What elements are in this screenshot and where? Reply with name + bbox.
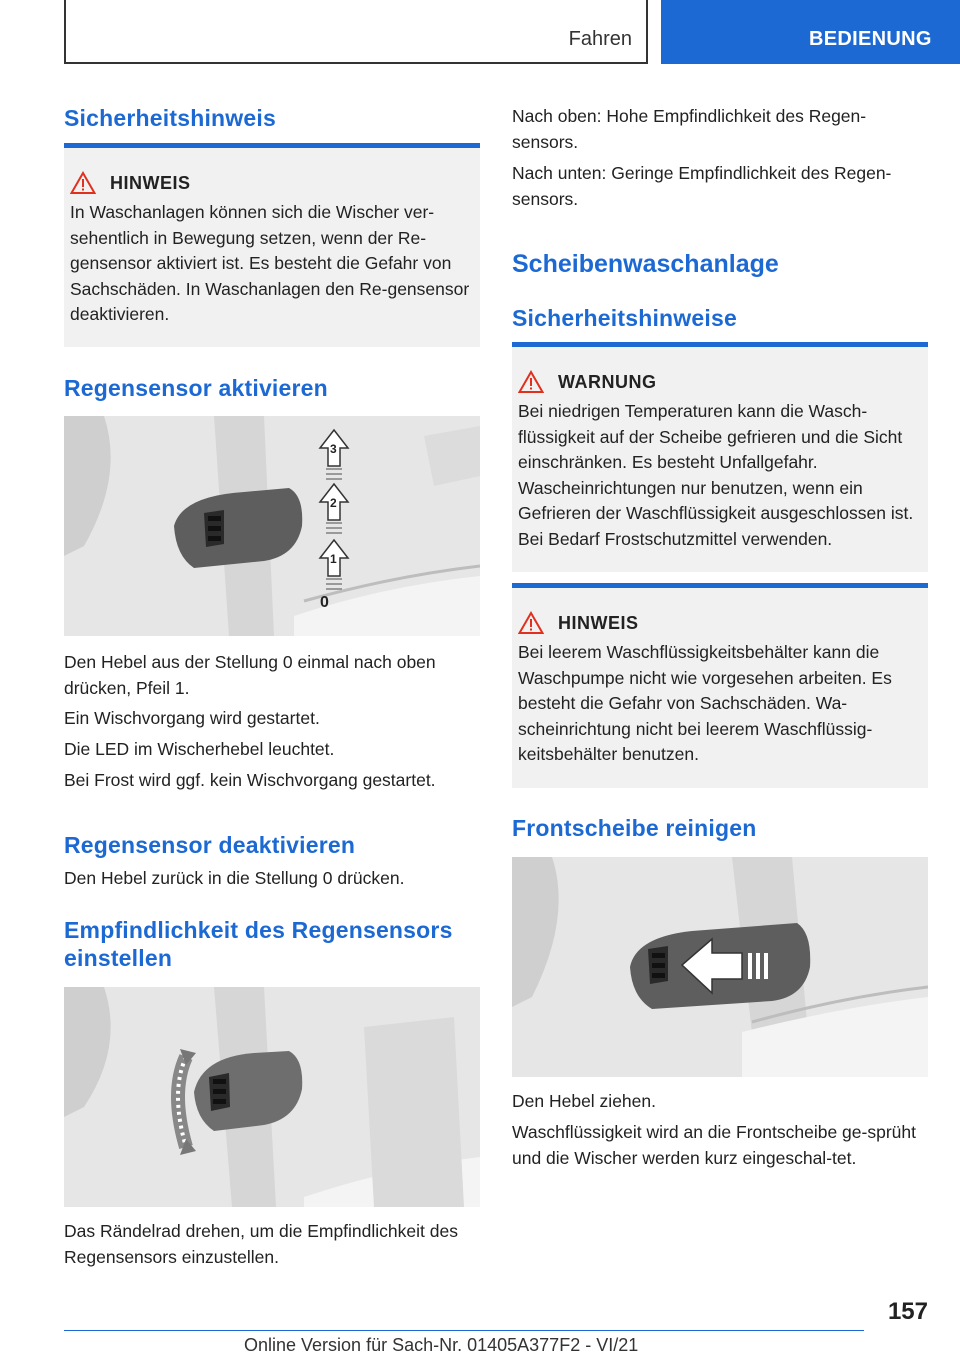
sensitivity-heading: Empfindlichkeit des Regensensors einstellen: [64, 917, 453, 971]
arrow-label-1: 1: [330, 552, 337, 566]
safety-headings-plural: Sicherheitshinweise: [512, 305, 737, 331]
sensitivity-paragraph: Das Rändelrad drehen, um die Empfindlichkeit des Regensensors einzustellen.: [64, 1221, 458, 1267]
header-section-tab: BEDIENUNG: [661, 0, 960, 64]
arrow-label-3: 3: [330, 442, 337, 456]
washer-heading: Scheibenwaschanlage: [512, 250, 779, 278]
figure-windshield-wash: [512, 857, 928, 1077]
activate-paragraph-1: Den Hebel aus der Stellung 0 einmal nach oben drücken, Pfeil 1.: [64, 652, 436, 698]
activate-paragraph-4: Bei Frost wird ggf. kein Wischvorgang gestartet.: [64, 770, 436, 790]
activate-heading: Regensensor aktivieren: [64, 375, 328, 401]
footer-divider: [64, 1330, 864, 1331]
clean-heading: Frontscheibe reinigen: [512, 815, 757, 841]
warning-text: Bei niedrigen Temperaturen kann die Wasch-flüssigkeit auf der Scheibe gefrieren und die Sicht einschränken. Es besteht Unfallgefahr. Wascheinrichtungen nur benutzen, wenn ein Gefrieren der Waschflüssigkeit ausgeschlossen ist. Bei Bedarf Frostschutzmittel verwenden.: [518, 401, 914, 549]
figure-rain-sensor-sensitivity: [64, 987, 480, 1207]
page-number: 157: [887, 1298, 928, 1325]
note-box-2: [512, 583, 928, 788]
arrow-label-2: 2: [330, 496, 337, 510]
warning-triangle-icon: [70, 171, 96, 195]
deactivate-paragraph: Den Hebel zurück in die Stellung 0 drücken.: [64, 868, 405, 888]
activate-paragraph-2: Ein Wischvorgang wird gestartet.: [64, 708, 320, 728]
lever-illustration-2: [64, 987, 480, 1207]
warning-box: [512, 342, 928, 572]
warning-title: WARNUNG: [558, 371, 657, 392]
lever-illustration-3: [512, 857, 928, 1077]
down-paragraph: Nach unten: Geringe Empfindlichkeit des Regen-sensors.: [512, 163, 892, 209]
note-title: HINWEIS: [110, 172, 191, 193]
warning-triangle-icon: [518, 370, 544, 394]
warning-triangle-icon: [518, 611, 544, 635]
activate-paragraph-3: Die LED im Wischerhebel leuchtet.: [64, 739, 335, 759]
deactivate-heading: Regensensor deaktivieren: [64, 832, 356, 858]
note-box-1: [64, 143, 480, 347]
header-chapter-box: [64, 0, 648, 64]
header-chapter: Fahren: [568, 28, 632, 50]
up-paragraph: Nach oben: Hohe Empfindlichkeit des Regen-sensors.: [512, 106, 867, 152]
note-text: Bei leerem Waschflüssigkeitsbehälter kann die Waschpumpe nicht wie vorgesehen arbeiten. Es besteht die Gefahr von Sachschäden. Wa-scheinrichtung nicht bei leerem Waschflüssig-keitsbehälter benutzen.: [518, 642, 892, 764]
lever-illustration-1: [64, 416, 480, 636]
arrow-label-0: 0: [320, 594, 329, 611]
safety-heading: Sicherheitshinweis: [64, 105, 276, 131]
note-text: In Waschanlagen können sich die Wischer ver-sehentlich in Bewegung setzen, wenn der Re-gensensor aktiviert ist. Es besteht die Gefahr von Sachschäden. In Waschanlagen den Re-gensensor deaktivieren.: [70, 202, 470, 324]
clean-paragraph-2: Waschflüssigkeit wird an die Frontscheibe ge-sprüht und die Wischer werden kurz eingeschal-tet.: [512, 1122, 916, 1168]
online-version-label: Online Version für Sach-Nr. 01405A377F2 - VI/21: [244, 1335, 639, 1355]
note-title: HINWEIS: [558, 612, 639, 633]
clean-paragraph-1: Den Hebel ziehen.: [512, 1091, 656, 1111]
figure-rain-sensor-activate: [64, 416, 480, 636]
